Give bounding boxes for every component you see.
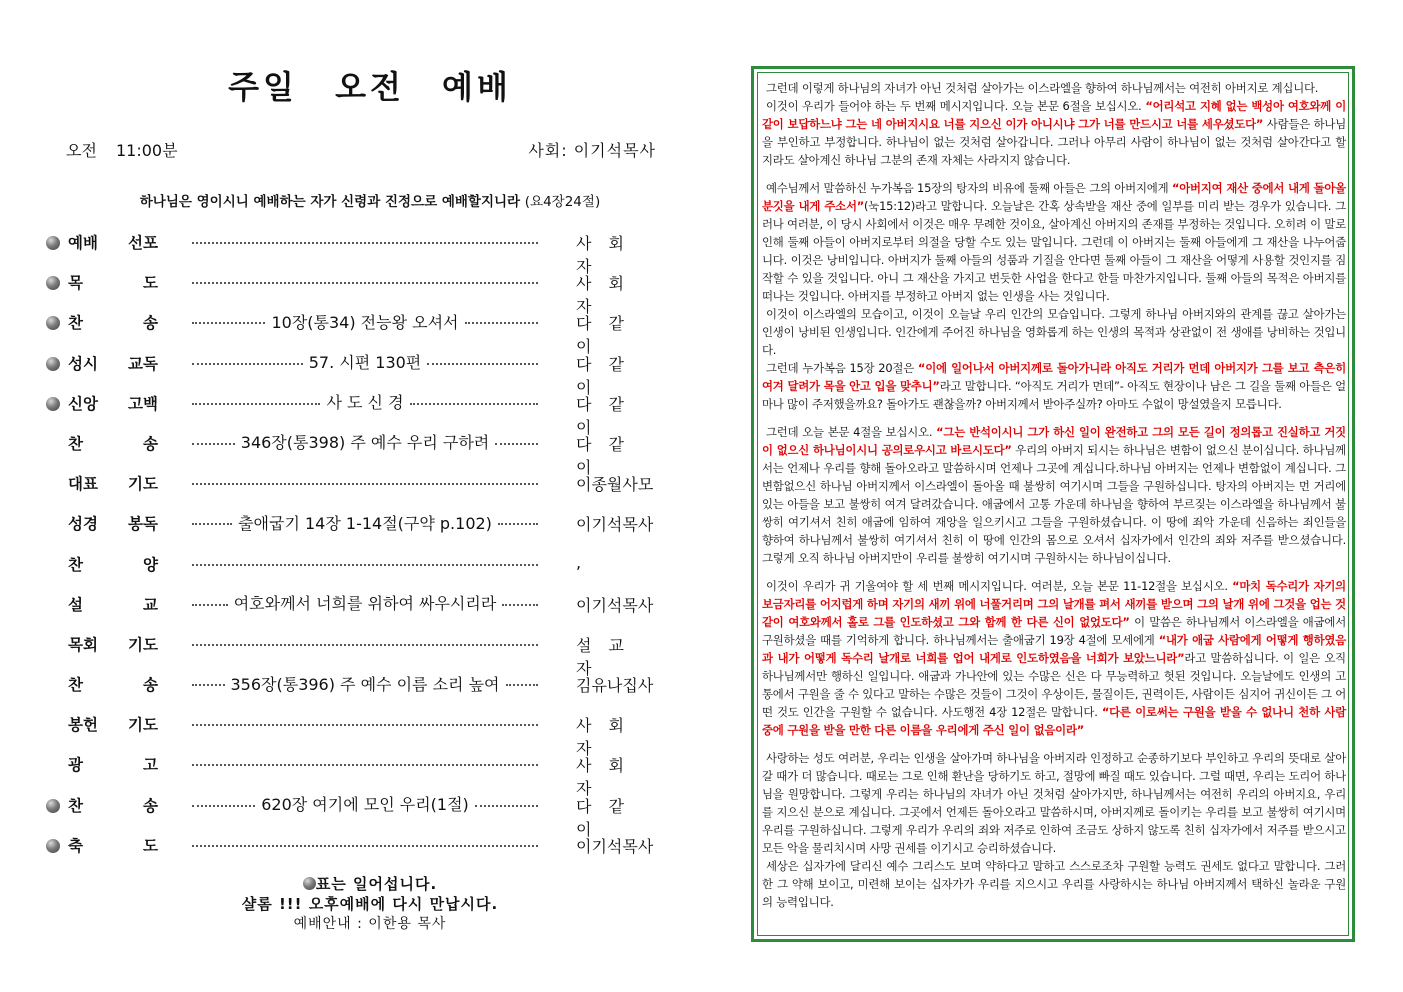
dot-leader	[192, 604, 228, 606]
order-item-label-part: 기도	[128, 716, 158, 735]
sermon-text-run: (눅15:12)라고 말합니다. 오늘날은 간혹 상속받을 재산 중에 일부를 미리 받는 경우가 있습니다. 그러나 여러분, 이 당시 사회에서 이것은 매우 무례한 것이요, 살아계신 아버지의 존재를 부정하는 것입니다. 오히려 이 말로 인해 둘째 아들이 아버지로부터 의절을 당할 수도 있는 말입니다. 그런데 이 아버지는 둘째 아들에게 그 재산을 나누어줍니다. 이것은 낭비입니다. 아버지가 둘째 아들의 성품과 기질을 안다면 둘째 아들이 그 재산을 어떻게 사용할 것인지를 짐작할 수 있을 것입니다. 아니 그 재산을 가지고 번듯한 사업을 한다고 한들 마찬가지입니다. 둘째 아들의 목적은 아버지를 떠나는 것입니다. 아버지를 부정하고 아버지 없는 인생을 사는 것입니다.	[762, 199, 1346, 303]
order-item-label-part: 찬	[68, 434, 83, 453]
order-item-label-part: 기도	[128, 635, 158, 654]
stand-bullet-icon	[46, 316, 60, 330]
sermon-paragraph	[762, 97, 1346, 169]
order-item-leader: 이종월사모	[576, 475, 654, 495]
order-item-label-part: 찬	[68, 555, 83, 574]
dot-leader	[506, 684, 539, 686]
order-item-content: 57. 시편 130편	[308, 353, 422, 373]
order-item-label	[68, 271, 158, 293]
order-item-leader: 사 회 자	[576, 756, 630, 799]
stand-bullet-icon	[46, 276, 60, 290]
order-row	[46, 708, 666, 759]
theme-verse	[0, 190, 740, 210]
order-item-detail	[186, 390, 544, 414]
dot-leader	[192, 564, 538, 566]
order-item-label-part: 교	[143, 595, 158, 614]
paragraph-gap	[762, 567, 1346, 577]
sermon-text-run: 사랑하는 성도 여러분, 우리는 인생을 살아가며 하나님을 아버지라 인정하고 순종하기보다 부인하고 우리의 뜻대로 살아갈 때가 더 많습니다. 때로는 그로 인해 환난을 당하기도 하고, 절망에 빠질 때도 있습니다. 그럴 때면, 우리는 도리어 하나님을 원망합니다. 그렇게 우리는 하나님의 자녀가 아닌 것처럼 살아가지만, 하나님께서는 여전히 우리의 아버지요, 우리를 지으신 분으로 계십니다. 그곳에서 언제든 돌아오라고 말씀하시며, 아버지께로 돌이키는 우리를 보고 불쌍히 여기시며 우리를 구원하십니다. 그렇게 우리가 우리의 죄와 저주로 인하여 조금도 상하지 않도록 친히 십자가에서 저주를 받으시고 모든 악을 물리치시며 사망 권세를 이기시고 승리하셨습니다.	[762, 751, 1346, 855]
order-item-leader: 설 교 자	[576, 635, 630, 678]
stand-bullet-icon	[303, 877, 316, 890]
order-item-label-part: 송	[143, 434, 158, 453]
dot-leader	[410, 403, 538, 405]
order-row	[46, 347, 666, 397]
order-item-content: 356장(통396) 주 예수 이름 소리 높여	[230, 674, 500, 694]
sermon-text-run: 예수님께서 말씀하신 누가복음 15장의 탕자의 비유에 둘째 아들은 그의 아버지에게	[766, 181, 1172, 195]
order-item-detail	[186, 269, 544, 293]
dot-leader	[192, 282, 538, 284]
order-item-content: 10장(통34) 전능왕 오셔서	[271, 312, 459, 332]
order-item-detail	[186, 551, 544, 575]
order-item-label-part: 대표	[68, 475, 98, 494]
dot-leader	[502, 604, 538, 606]
order-item-label	[68, 231, 158, 253]
order-item-label	[68, 553, 158, 575]
sermon-paragraph	[762, 305, 1346, 359]
paragraph-gap	[762, 169, 1346, 179]
order-item-label-part: 찬	[68, 796, 83, 815]
sermon-paragraph	[762, 423, 1346, 567]
dot-leader	[192, 483, 538, 485]
order-item-label-part: 교독	[128, 354, 158, 373]
order-item-leader: 다 같 이	[576, 394, 630, 437]
order-item-detail	[186, 671, 544, 695]
page-title: 주일 오전 예배	[228, 68, 512, 106]
order-item-label-part: 기도	[128, 475, 158, 494]
order-item-detail	[186, 229, 544, 253]
dot-leader	[192, 322, 265, 324]
order-item-label	[68, 593, 158, 615]
dot-leader	[192, 403, 320, 405]
order-item-detail	[186, 430, 544, 454]
order-item-label-part: 성경	[68, 515, 98, 534]
order-row	[46, 467, 666, 507]
order-item-label-part: 도	[143, 836, 158, 855]
dot-leader	[495, 443, 538, 445]
scripture-quote: “다른 이로써는 구원을 받을 수 없나니 천하 사람 중에 구원을 받을 만한 다른 이름을 우리에게 주신 일이 없음이라”	[762, 705, 1346, 737]
service-time: 오전 11:00분	[66, 141, 178, 160]
dot-leader	[192, 443, 235, 445]
order-item-content: 출애굽기 14장 1-14절(구약 p.102)	[238, 513, 492, 533]
order-item-detail	[186, 510, 544, 534]
order-item-detail	[186, 711, 544, 735]
sermon-paragraph	[762, 577, 1346, 739]
sermon-text-run: 그런데 누가복음 15장 20절은	[766, 361, 918, 375]
paragraph-gap	[762, 739, 1346, 749]
dot-leader	[475, 805, 538, 807]
order-item-leader: 이기석목사	[576, 836, 654, 856]
order-item-content: 620장 여기에 모인 우리(1절)	[261, 795, 469, 815]
order-item-detail	[186, 832, 544, 856]
order-row	[46, 668, 666, 708]
order-item-label-part: 찬	[68, 314, 83, 333]
order-item-leader: 이기석목사	[576, 515, 654, 535]
order-item-leader: 이기석목사	[576, 595, 654, 615]
order-item-label	[68, 713, 158, 735]
order-item-label	[68, 794, 158, 816]
order-item-label-part: 송	[143, 314, 158, 333]
sermon-paragraph	[762, 857, 1346, 911]
sermon-paragraph	[762, 79, 1346, 97]
dot-leader	[498, 523, 538, 525]
stand-bullet-icon	[46, 397, 60, 411]
order-item-label-part: 예배	[68, 234, 98, 252]
greeting-note: 샬롬 !!! 오후예배에 다시 만납시다.	[241, 895, 499, 913]
order-item-label	[68, 633, 158, 655]
stand-bullet-icon	[46, 799, 60, 813]
sermon-text-run: 세상은 십자가에 달리신 예수 그리스도 보며 약하다고 말하고 스스로조차 구원할 능력도 권세도 없다고 말합니다. 그러한 그 약해 보이고, 미련해 보이는 십자가가 우리를 지으시고 우리를 사랑하시는 하나님 아버지께서 택하신 놀라운 구원의 능력입니다.	[762, 859, 1346, 909]
order-item-label-part: 양	[143, 555, 158, 574]
stand-note-text: 표는 일어섭니다.	[315, 875, 438, 893]
order-item-content: 여호와께서 너희를 위하여 싸우시리라	[233, 594, 497, 614]
order-item-label-part: 선포	[128, 234, 158, 252]
order-row	[46, 548, 666, 588]
order-item-leader: 김유나집사	[576, 676, 654, 696]
order-item-label-part: 성시	[68, 354, 98, 373]
paragraph-gap	[762, 413, 1346, 423]
order-item-leader: 사 회 자	[576, 234, 630, 276]
order-item-content: 사 도 신 경	[326, 393, 404, 413]
theme-verse-text: 하나님은 영이시니 예배하는 자가 신령과 진정으로 예배할지니라	[139, 194, 521, 210]
order-item-detail	[186, 591, 544, 615]
dot-leader	[192, 363, 303, 365]
order-item-label	[68, 432, 158, 454]
order-item-label	[68, 834, 158, 856]
stand-bullet-icon	[46, 236, 60, 250]
order-item-label-part: 목회	[68, 635, 98, 654]
dot-leader	[192, 805, 255, 807]
scripture-quote: “마치 독수리가 자기의 보금자리를 어지럽게 하며 자기의 새끼 위에 너풀거리며 그의 날개를 펴서 새끼를 받으며 그의 날개 위에 그것을 업는 것 같이 여호와께서 홀로 그를 인도하셨고 그와 함께 한 다른 신이 없었도다”	[762, 579, 1346, 629]
order-item-label-part: 고백	[128, 394, 158, 413]
order-row	[46, 789, 666, 839]
sermon-text-run: 라고 말합니다. “아직도 거리가 먼데”- 아직도 현장이나 남은 그 길을 둘째 아들은 얼마나 많이 주저했을까요? 돌아가도 괜찮을까? 아버지께서 받아주실까? 아마도 수없이 망설였을지 모릅니다.	[762, 379, 1346, 411]
order-item-leader: 사 회 자	[576, 274, 630, 317]
dot-leader	[192, 684, 225, 686]
sermon-text-run: 이 말씀은 하나님께서 이스라엘을 애굽에서 구원하셨을 때를 기억하게 합니다. 하나님께서는 출애굽기 19장 4절에 모세에게	[762, 615, 1346, 647]
dot-leader	[427, 363, 538, 365]
order-item-leader: 다 같 이	[576, 434, 630, 477]
sermon-text-run: 이것이 우리가 들어야 하는 두 번째 메시지입니다. 오늘 본문 6절을 보십시오.	[766, 99, 1146, 113]
order-row	[46, 628, 666, 678]
order-item-detail	[186, 792, 544, 816]
dot-leader	[192, 644, 538, 646]
order-item-label-part: 송	[143, 676, 158, 695]
order-item-label-part: 봉독	[128, 515, 158, 534]
scripture-quote: “아버지여 재산 중에서 내게 돌아올 분깃을 내게 주소서”	[762, 181, 1346, 213]
order-item-label-part: 광	[68, 756, 83, 775]
dot-leader	[192, 242, 538, 244]
dot-leader	[465, 322, 538, 324]
order-item-label-part: 축	[68, 836, 83, 855]
sermon-text-run: 이것이 우리가 귀 기울여야 할 세 번째 메시지입니다. 여러분, 오늘 본문 11-12절을 보십시오.	[766, 579, 1233, 593]
dot-leader	[192, 724, 538, 726]
order-item-label	[68, 392, 158, 414]
order-item-label	[68, 311, 158, 333]
order-item-label-part: 설	[68, 595, 83, 614]
order-item-label-part: 송	[143, 796, 158, 815]
order-row	[46, 427, 666, 477]
sermon-paragraph	[762, 359, 1346, 413]
order-item-label	[68, 673, 158, 695]
order-item-label-part: 목	[68, 274, 83, 293]
order-item-leader: 다 같 이	[576, 314, 630, 357]
order-item-label	[68, 352, 158, 374]
order-item-detail	[186, 631, 544, 655]
stand-note	[0, 873, 740, 894]
order-row	[46, 829, 666, 869]
sermon-text-run: 이것이 이스라엘의 모습이고, 이것이 오늘날 우리 인간의 모습입니다. 그렇게 하나님 아버지와의 관계를 끊고 살아가는 인생이 낭비된 인생입니다. 인간에게 주어진 하나님을 영화롭게 하는 인생의 목적과 상관없이 전 생애를 낭비하는 것입니다.	[762, 307, 1346, 357]
order-item-label	[68, 472, 158, 494]
order-item-detail	[186, 751, 544, 775]
order-item-label-part: 신앙	[68, 394, 98, 413]
scripture-quote: “이에 일어나서 아버지께로 돌아가니라 아직도 거리가 먼데 아버지가 그를 보고 측은히 여겨 달려가 목을 안고 입을 맞추니”	[762, 361, 1347, 393]
order-row	[46, 266, 666, 317]
order-item-detail	[186, 470, 544, 494]
order-row	[46, 748, 666, 799]
order-item-leader: 사 회 자	[576, 716, 630, 759]
order-item-label	[68, 753, 158, 775]
sermon-text-run: 그런데 이렇게 하나님의 자녀가 아닌 것처럼 살아가는 이스라엘을 향하여 하나님께서는 여전히 아버지로 계십니다.	[766, 81, 1319, 95]
stand-bullet-icon	[46, 357, 60, 371]
dot-leader	[192, 523, 232, 525]
order-item-content: 346장(통398) 주 예수 우리 구하려	[240, 433, 490, 453]
order-item-label-part: 봉헌	[68, 716, 98, 735]
order-item-label-part: 고	[143, 756, 158, 775]
order-item-detail	[186, 350, 544, 374]
sermon-text-run: 그런데 오늘 본문 4절을 보십시오.	[766, 425, 937, 439]
order-row	[46, 306, 666, 357]
dot-leader	[192, 764, 538, 766]
sermon-paragraph	[762, 749, 1346, 857]
order-item-label-part: 도	[143, 274, 158, 293]
order-item-label-part: 찬	[68, 676, 83, 695]
order-row	[46, 507, 666, 547]
order-row	[46, 387, 666, 437]
sermon-text-run: 라고 말씀하십니다. 이 일은 오직 하나님께서만 행하신 일입니다. 애굽과 가나안에 있는 수많은 신은 다 무능력하고 헛된 것입니다. 오늘날에도 인생의 고통에서 구원을 줄 수 있다고 말하는 수많은 것들이 그것이 우상이든, 물질이든, 권력이든, 사람이든 심지어 귀신이든 그 어떤 것도 인간을 구원할 수 없습니다. 사도행전 4장 12절은 말합니다.	[762, 651, 1346, 719]
order-item-leader: ,	[576, 552, 582, 572]
sermon-text-run: 사람들은 하나님을 부인하고 부정합니다. 하나님이 없는 것처럼 살아갑니다. 그러나 아무리 사람이 하나님이 없는 것처럼 살아간다고 할지라도 살아계신 하나님 그분의 존재 자체는 사라지지 않습니다.	[762, 117, 1346, 167]
order-item-detail	[186, 309, 544, 333]
theme-verse-reference: (요4장24절)	[524, 194, 601, 210]
dot-leader	[192, 845, 538, 847]
sermon-text	[762, 79, 1346, 911]
order-list	[46, 226, 666, 869]
scripture-quote: “내가 애굽 사람에게 어떻게 행하였음과 내가 어떻게 독수리 날개로 너희를 업어 내게로 인도하였음을 너희가 보았느니라”	[762, 633, 1346, 665]
sermon-paragraph	[762, 179, 1346, 305]
sermon-frame	[751, 66, 1355, 942]
order-item-leader: 다 같 이	[576, 354, 630, 397]
guide-note: 예배안내 : 이한용 목사	[293, 916, 447, 932]
scripture-quote: “어리석고 지혜 없는 백성아 여호와께 이같이 보답하느냐 그는 네 아버지시요 너를 지으신 이가 아니시냐 그가 너를 만드시고 너를 세우셨도다”	[762, 99, 1347, 131]
stand-bullet-icon	[46, 839, 60, 853]
order-row	[46, 226, 666, 276]
order-item-leader: 다 같 이	[576, 796, 630, 839]
order-item-label	[68, 512, 158, 534]
service-host: 사회: 이기석목사	[528, 141, 656, 160]
order-row	[46, 588, 666, 628]
sermon-text-run: 우리의 아버지 되시는 하나님은 변함이 없으신 분이십니다. 하나님께서는 언제나 우리를 향해 돌아오라고 말씀하시며 언제나 그곳에 계십니다.하나님 아버지는 언제나 변함없이 계십니다. 그 변함없으신 하나님 아버지께서 이스라엘이 돌아올 때 불쌍히 여기시며 그들을 구원하십니다. 탕자의 아버지는 먼 거리에 있는 아들을 보고 불쌍히 여겨 달려갔습니다. 애굽에서 고통 가운데 하나님을 향하여 부르짖는 이스라엘을 하나님께서 불쌍히 여기셔서 친히 애굽에 임하여 재앙을 일으키시고 그들을 구원하셨습니다. 이 땅에 죄악 가운데 신음하는 죄인들을 향하여 하나님께서 불쌍히 여기셔서 친히 이 땅에 인간의 몸으로 오셔서 십자가에서 인간의 죄와 저주를 받으셨습니다. 그렇게 오직 하나님 아버지만이 우리를 불쌍히 여기시며 구원하시는 하나님이십니다.	[762, 443, 1346, 565]
scripture-quote: “그는 반석이시니 그가 하신 일이 완전하고 그의 모든 길이 정의롭고 진실하고 거짓이 없으신 하나님이시니 공의로우시고 바르시도다”	[762, 425, 1346, 457]
